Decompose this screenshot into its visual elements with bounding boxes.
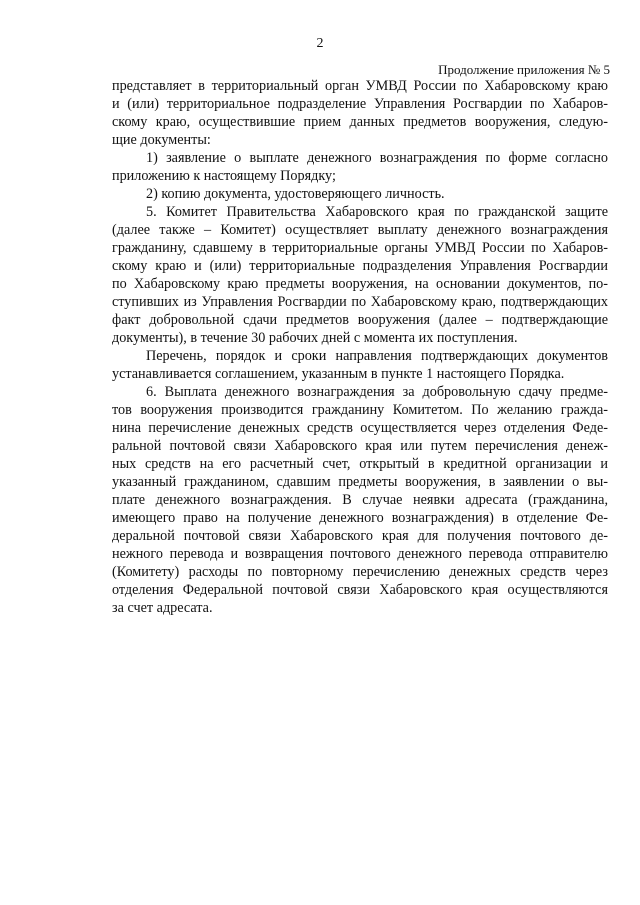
text-line: 1) заявление о выплате денежного вознаграждения по форме согласно <box>146 150 608 166</box>
appendix-note: Продолжение приложения № 5 <box>438 62 610 77</box>
text-line: по Хабаровскому краю предметы вооружения, на основании документов, по- <box>112 276 608 292</box>
text-line: документы), в течение 30 рабочих дней с момента их поступления. <box>112 330 518 346</box>
text-line: ральной почтовой связи Хабаровского края или путем перечисления денеж- <box>112 438 608 454</box>
text-line: тов вооружения производится гражданину Комитетом. По желанию гражда- <box>112 402 608 418</box>
text-line: устанавливается соглашением, указанным в пункте 1 настоящего Порядка. <box>112 366 565 382</box>
text-line: щие документы: <box>112 132 211 148</box>
text-line: (далее также – Комитет) осуществляет выплату денежного вознаграждения <box>112 222 608 238</box>
text-line: гражданину, сдавшему в территориальные органы УМВД России по Хабаров- <box>112 240 608 256</box>
text-line: Перечень, порядок и сроки направления подтверждающих документов <box>146 348 608 364</box>
text-line: деральной почтовой связи Хабаровского края для получения почтового де- <box>112 528 608 544</box>
text-line: имеющего право на получение денежного вознаграждения) в отделение Фе- <box>112 510 608 526</box>
text-line: скому краю, осуществившие прием данных предметов вооружения, следую- <box>112 114 608 130</box>
page-number: 2 <box>316 36 324 51</box>
text-line: нина перечисление денежных средств осуществляется через отделения Феде- <box>112 420 608 436</box>
text-line: и (или) территориальное подразделение Управления Росгвардии по Хабаров- <box>112 96 608 112</box>
text-line: факт добровольной сдачи предметов вооружения (далее – подтверждающие <box>112 312 608 328</box>
text-line: отделения Федеральной почтовой связи Хабаровского края осуществляются <box>112 582 608 598</box>
text-line: 5. Комитет Правительства Хабаровского края по гражданской защите <box>146 204 608 220</box>
text-line: за счет адресата. <box>112 600 213 616</box>
text-line: 6. Выплата денежного вознаграждения за добровольную сдачу предме- <box>146 384 608 400</box>
text-line: ных средств на его расчетный счет, открытый в кредитной организации и <box>112 456 608 472</box>
text-line: 2) копию документа, удостоверяющего личность. <box>146 186 445 202</box>
text-line: скому краю и (или) территориальные подразделения Управления Росгвардии <box>112 258 608 274</box>
text-line: плате денежного вознаграждения. В случае неявки адресата (гражданина, <box>112 492 608 508</box>
text-line: нежного перевода и возвращения почтового денежного перевода отправителю <box>112 546 608 562</box>
text-line: указанный гражданином, сдавшим предметы вооружения, в заявлении о вы- <box>112 474 608 490</box>
text-line: приложению к настоящему Порядку; <box>112 168 336 184</box>
text-line: ступивших из Управления Росгвардии по Хабаровскому краю, подтверждающих <box>112 294 608 310</box>
text-line: (Комитету) расходы по повторному перечислению денежных средств через <box>112 564 608 580</box>
text-line: представляет в территориальный орган УМВД России по Хабаровскому краю <box>112 78 608 94</box>
